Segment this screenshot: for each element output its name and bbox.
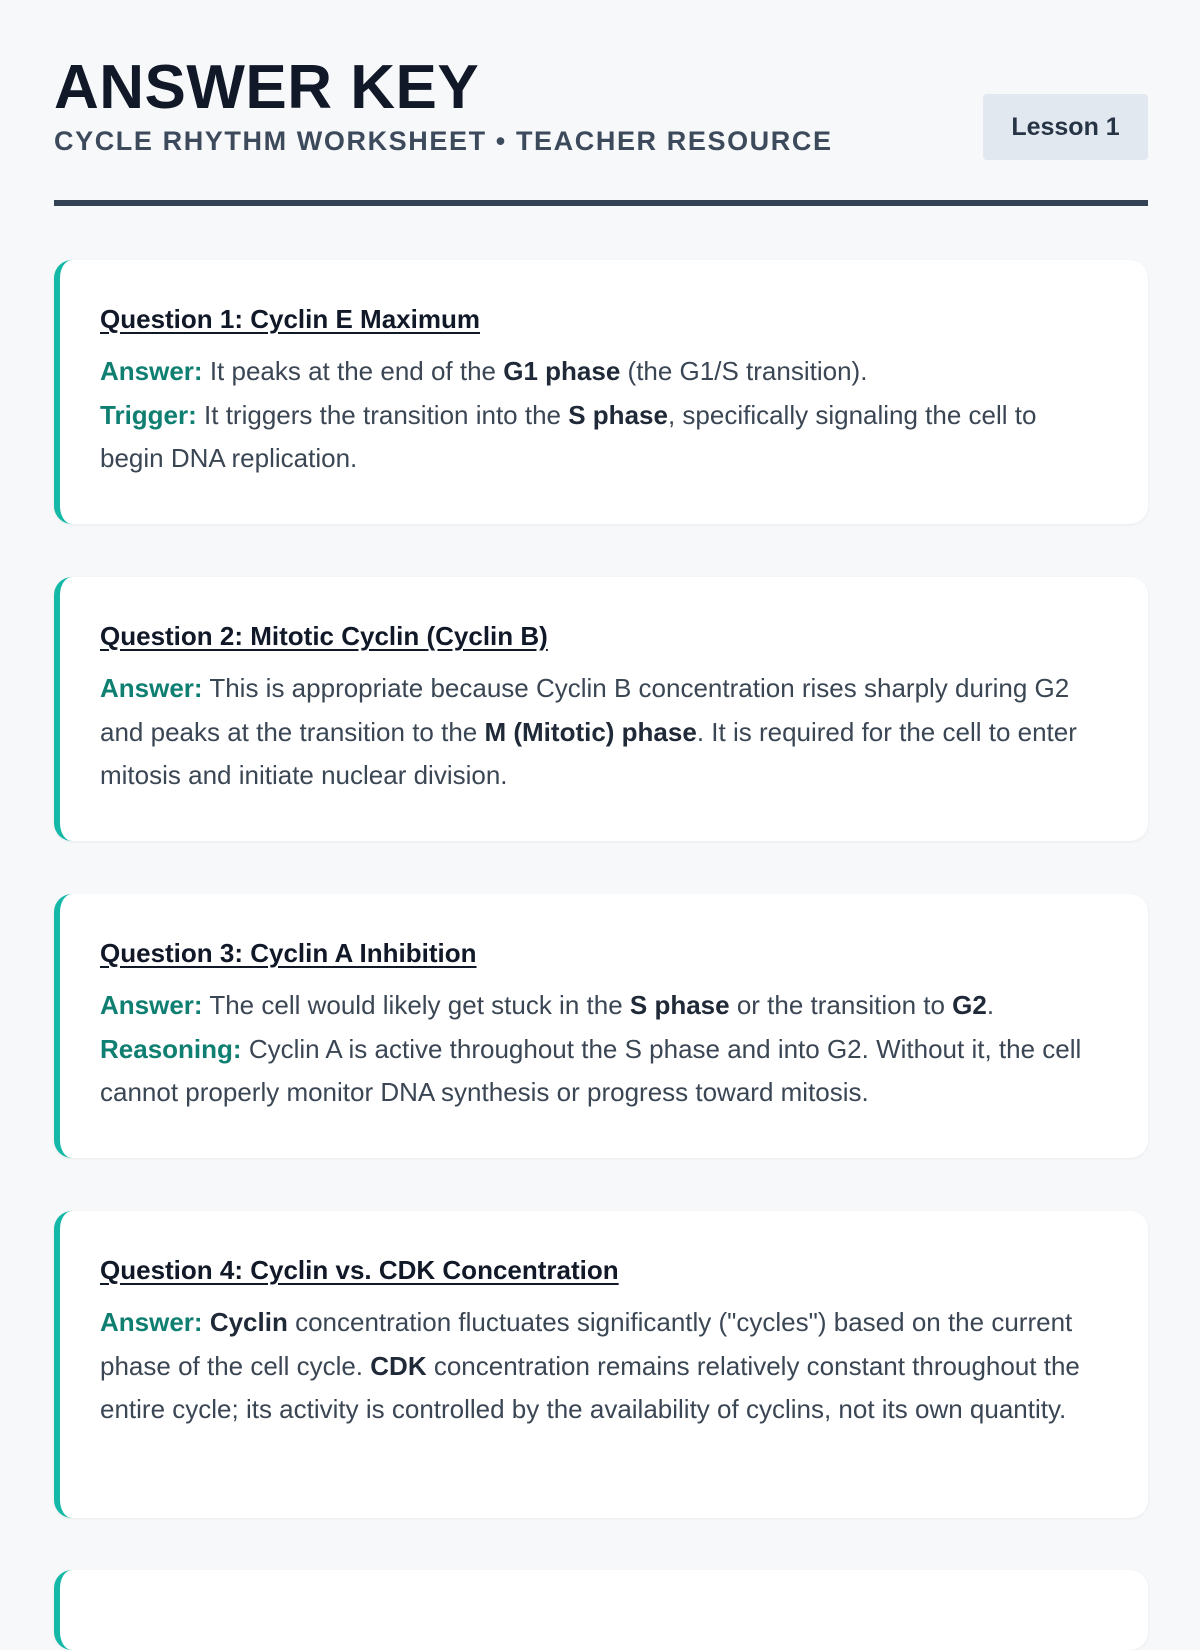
reasoning-label: Reasoning: bbox=[100, 1033, 242, 1064]
answer-text: . It is required for the cell to enter mitosis and initiate nuclear division. bbox=[100, 716, 1077, 790]
header-divider bbox=[54, 200, 1148, 206]
question-3-answer bbox=[100, 984, 1102, 1115]
answer-text: concentration remains relatively constant throughout the entire cycle; its activity is controlled by the availability of cyclins, not its own quantity. bbox=[100, 1350, 1080, 1424]
question-card-2 bbox=[54, 577, 1148, 841]
question-4-title: Question 4: Cyclin vs. CDK Concentration bbox=[100, 1255, 619, 1285]
question-1-answer bbox=[100, 350, 1102, 481]
answer-text: concentration fluctuates significantly ("cycles") based on the current phase of the cell cycle. bbox=[100, 1307, 1073, 1381]
question-2-answer bbox=[100, 667, 1102, 798]
lesson-badge: Lesson 1 bbox=[983, 94, 1148, 160]
emphasized-term: CDK bbox=[370, 1350, 427, 1381]
answer-label: Answer: bbox=[100, 673, 203, 703]
question-2-title: Question 2: Mitotic Cyclin (Cyclin B) bbox=[100, 621, 548, 651]
question-4-answer bbox=[100, 1301, 1102, 1432]
question-card-1 bbox=[54, 260, 1148, 524]
answer-text: or the transition to bbox=[729, 990, 953, 1020]
emphasized-term: S phase bbox=[629, 990, 730, 1020]
answer-text: (the G1/S transition). bbox=[620, 356, 868, 386]
emphasized-term: G1 phase bbox=[503, 356, 621, 386]
emphasized-term: G2 bbox=[952, 990, 987, 1020]
trigger-text: It triggers the transition into the bbox=[204, 399, 569, 430]
question-card-3 bbox=[54, 894, 1148, 1158]
question-1-title: Question 1: Cyclin E Maximum bbox=[100, 304, 480, 334]
answer-text: The cell would likely get stuck in the bbox=[209, 990, 630, 1020]
answer-text: This is appropriate because Cyclin B concentration rises sharply during G2 and peaks at the transition to the bbox=[100, 673, 1070, 747]
emphasized-term: Cyclin bbox=[209, 1307, 288, 1337]
reasoning-text: Cyclin A is active throughout the S phase and into G2. Without it, the cell cannot properly monitor DNA synthesis or progress toward mitosis. bbox=[100, 1033, 1082, 1107]
emphasized-term: M (Mitotic) phase bbox=[484, 716, 697, 747]
trigger-text: , specifically signaling the cell to begin DNA replication. bbox=[100, 399, 1037, 473]
answer-text: . bbox=[986, 990, 995, 1020]
answer-label: Answer: bbox=[100, 356, 203, 386]
answer-label: Answer: bbox=[100, 1307, 203, 1337]
page-subtitle: CYCLE RHYTHM WORKSHEET • TEACHER RESOURCE bbox=[54, 126, 833, 156]
page-header bbox=[54, 0, 1148, 206]
question-3-title: Question 3: Cyclin A Inhibition bbox=[100, 938, 477, 968]
answer-text: It peaks at the end of the bbox=[209, 356, 504, 386]
question-card-4 bbox=[54, 1211, 1148, 1518]
answer-key-page bbox=[54, 0, 1148, 1424]
trigger-label: Trigger: bbox=[100, 399, 197, 430]
page-title: ANSWER KEY bbox=[54, 53, 480, 122]
answer-label: Answer: bbox=[100, 990, 203, 1020]
emphasized-term: S phase bbox=[568, 399, 668, 430]
question-card-5 bbox=[54, 1570, 1148, 1650]
